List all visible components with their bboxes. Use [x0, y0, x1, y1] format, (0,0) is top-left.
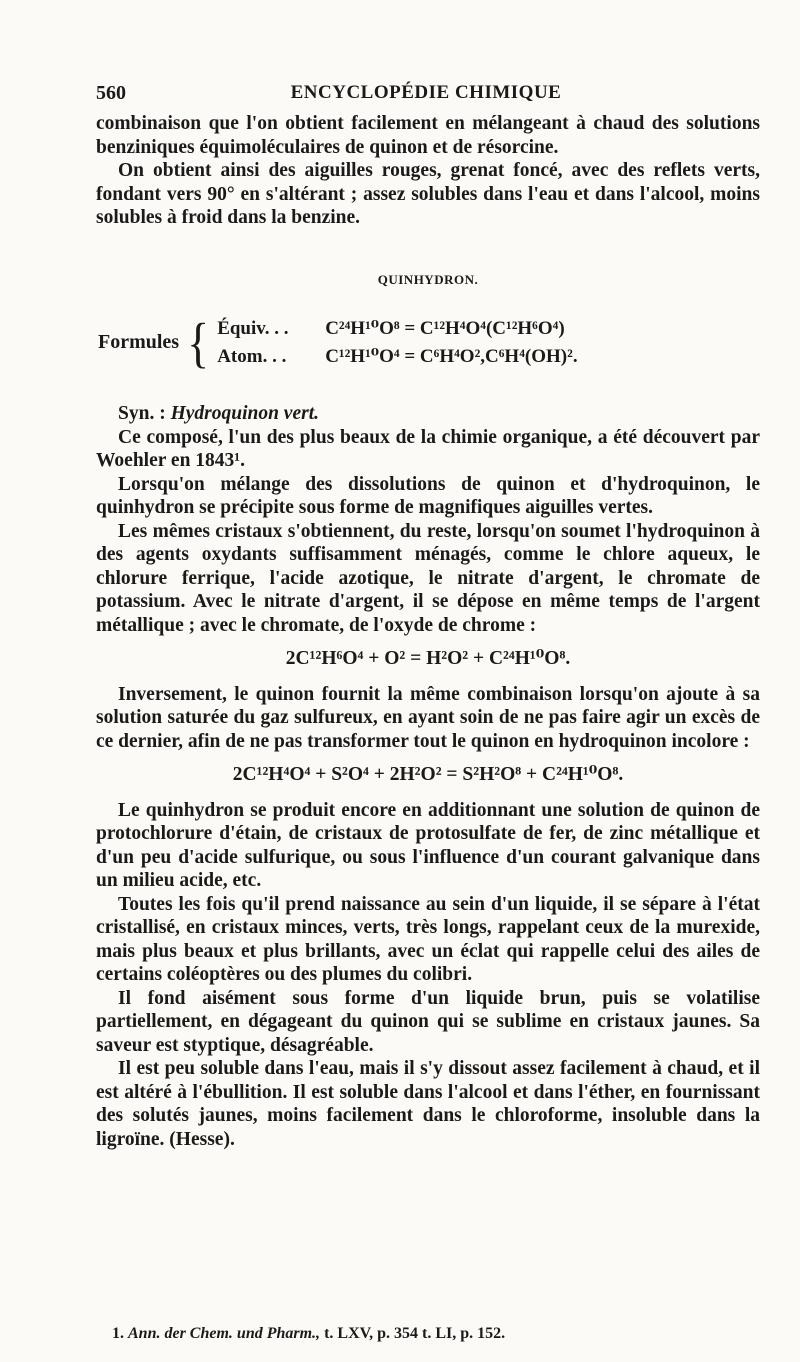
paragraph: Lorsqu'on mélange des dissolutions de quinon et d'hydroquinon, le quinhydron se précipite sous forme de magnifiques aiguilles vertes. — [96, 473, 760, 518]
paragraph: Toutes les fois qu'il prend naissance au sein d'un liquide, il se sépare à l'état cristallisé, en cristaux minces, verts, très longs, rappelant ceux de la murexide, mais plus beaux et plus brillants, avec un éclat qui rappelle celui des ailes de certains coléoptères ou des plumes du colibri. — [96, 893, 760, 985]
page-number: 560 — [96, 82, 126, 104]
paragraph: Il est peu soluble dans l'eau, mais il s'y dissout assez facilement à chaud, et il est altéré à l'ébullition. Il est soluble dans l'alcool et dans l'éther, en fournissant des solutés jaunes, moins facilement dans le chloroforme, insoluble dans la ligroïne. (Hesse). — [96, 1058, 760, 1150]
formulas-label: Formules — [98, 330, 180, 353]
footnote-number: 1. — [112, 1325, 124, 1342]
paragraph: Il fond aisément sous forme d'un liquide brun, puis se volatilise partiellement, en dégageant du quinon qui se sublime en cristaux jaunes. Sa saveur est styptique, désagréable. — [96, 987, 760, 1056]
running-title: ENCYCLOPÉDIE CHIMIQUE — [290, 82, 562, 103]
formula-row — [217, 317, 577, 341]
paragraph: Les mêmes cristaux s'obtiennent, du reste, lorsqu'on soumet l'hydroquinon à des agents oxydants suffisamment ménagés, comme le chlore aqueux, le chlorure ferrique, l'acide azotique, le nitrate d'argent, le chromate de potassium. Avec le nitrate d'argent, il se dépose en même temps de l'argent métallique ; avec le chromate, de l'oxyde de chrome : — [96, 520, 760, 636]
equation: 2C¹²H⁶O⁴ + O² = H²O² + C²⁴H¹⁰O⁸. — [285, 648, 571, 669]
formula-row — [217, 345, 577, 369]
page-header — [96, 82, 756, 110]
equation: 2C¹²H⁴O⁴ + S²O⁴ + 2H²O² = S²H²O⁸ + C²⁴H¹⁰O⁸. — [232, 764, 624, 785]
formula-rows — [217, 317, 577, 368]
formula-expression: C²⁴H¹⁰O⁸ = C¹²H⁴O⁴(C¹²H⁶O⁴) — [325, 318, 565, 339]
paragraph: Inversement, le quinon fournit la même combinaison lorsqu'on ajoute à sa solution saturée du gaz sulfureux, en ayant soin de ne pas faire agir un excès de ce dernier, afin de ne pas transformer tout le quinon en hydroquinon incolore : — [96, 683, 760, 752]
paragraph: On obtient ainsi des aiguilles rouges, grenat foncé, avec des reflets verts, fondant vers 90° en s'altérant ; assez solubles dans l'eau et dans l'alcool, moins solubles à froid dans la benzine. — [96, 160, 760, 228]
synonym-line — [96, 402, 760, 426]
formula-kind: Atom. . . — [217, 345, 287, 367]
paragraph: Ce composé, l'un des plus beaux de la chimie organique, a été découvert par Woehler en 1843¹. — [96, 426, 760, 471]
formulas-block — [98, 311, 760, 373]
section-title: QUINHYDRON. — [377, 271, 479, 287]
footnote-reference: t. LXV, p. 354 t. LI, p. 152. — [320, 1325, 506, 1342]
page-body — [96, 112, 760, 1151]
paragraph: combinaison que l'on obtient facilement en mélangeant à chaud des solutions benziniques équimoléculaires de quinon et de résorcine. — [96, 113, 760, 158]
paragraph: Le quinhydron se produit encore en additionnant une solution de quinon de protochlorure d'étain, de cristaux de protosulfate de fer, de zinc métallique et d'un peu d'acide sulfurique, ou sous l'influence d'un courant galvanique dans un milieu acide, etc. — [96, 799, 760, 891]
footnote — [112, 1325, 732, 1343]
brace-symbol: { — [187, 311, 210, 373]
formula-kind: Équiv. . . — [217, 318, 289, 339]
footnote-source: Ann. der Chem. und Pharm., — [128, 1325, 321, 1342]
formula-expression: C¹²H¹⁰O⁴ = C⁶H⁴O²,C⁶H⁴(OH)². — [325, 345, 578, 367]
synonym-label: Syn. : — [118, 403, 166, 424]
synonym-value: Hydroquinon vert. — [170, 403, 319, 424]
